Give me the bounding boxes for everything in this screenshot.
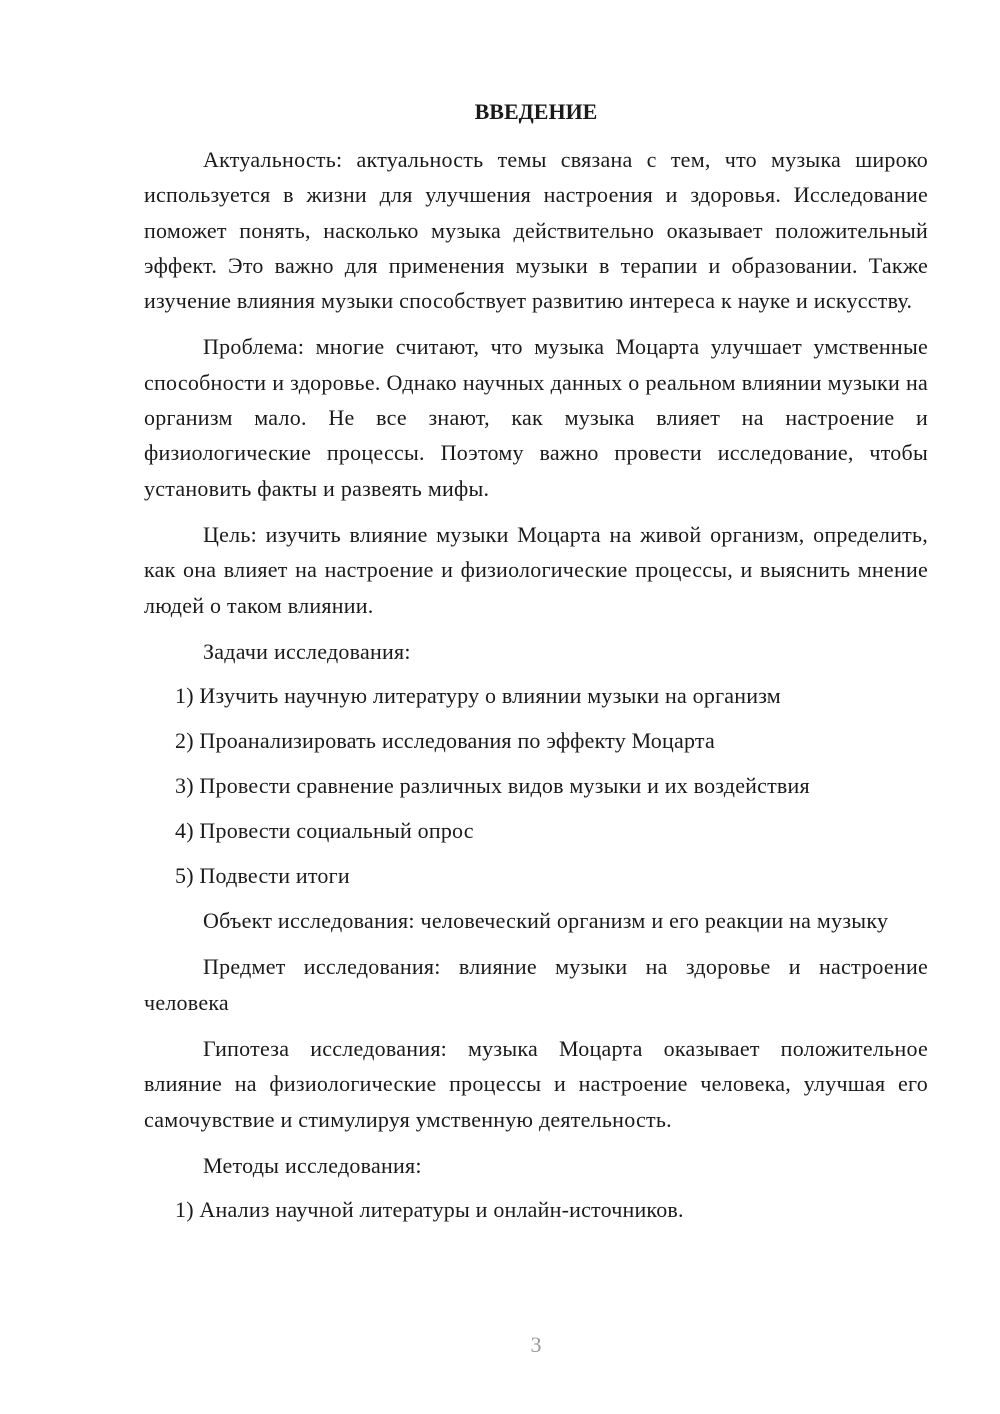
task-item: 2) Проанализировать исследования по эффекту Моцарта bbox=[175, 728, 715, 754]
task-item: 5) Подвести итоги bbox=[175, 863, 350, 889]
relevance-paragraph: Актуальность: актуальность темы связана с тем, что музыка широко используется в жизни для улучшения настроения и здоровья. Исследование поможет понять, насколько музыка действительно оказывает положительный эффект. Это важно для применения музыки в терапии и образовании. Также изучение влияния музыки способствует развитию интереса к науке и искусству. bbox=[144, 147, 928, 314]
tasks-heading: Задачи исследования: bbox=[203, 638, 411, 664]
task-item: 3) Провести сравнение различных видов музыки и их воздействия bbox=[175, 773, 810, 799]
research-subject-paragraph: Предмет исследования: влияние музыки на здоровье и настроение человека bbox=[144, 954, 928, 1015]
task-item: 4) Провести социальный опрос bbox=[175, 818, 474, 844]
methods-heading: Методы исследования: bbox=[203, 1152, 422, 1178]
research-object-paragraph: Объект исследования: человеческий организм и его реакции на музыку bbox=[203, 908, 889, 934]
problem-paragraph: Проблема: многие считают, что музыка Моцарта улучшает умственные способности и здоровье. Однако научных данных о реальном влиянии музыки на организм мало. Не все знают, как музыка влияет на настроение и физиологические процессы. Поэтому важно провести исследование, чтобы установить факты и развеять мифы. bbox=[144, 334, 928, 501]
section-title: ВВЕДЕНИЕ bbox=[474, 99, 598, 124]
page-number: 3 bbox=[530, 1332, 542, 1357]
goal-paragraph: Цель: изучить влияние музыки Моцарта на живой организм, определить, как она влияет на настроение и физиологические процессы, и выяснить мнение людей о таком влиянии. bbox=[144, 521, 928, 618]
page-content bbox=[144, 94, 928, 1227]
hypothesis-paragraph: Гипотеза исследования: музыка Моцарта оказывает положительное влияние на физиологические процессы и настроение человека, улучшая его самочувствие и стимулируя умственную деятельность. bbox=[144, 1036, 928, 1132]
method-item: 1) Анализ научной литературы и онлайн-источников. bbox=[175, 1197, 684, 1223]
task-item: 1) Изучить научную литературу о влиянии музыки на организм bbox=[175, 683, 781, 709]
